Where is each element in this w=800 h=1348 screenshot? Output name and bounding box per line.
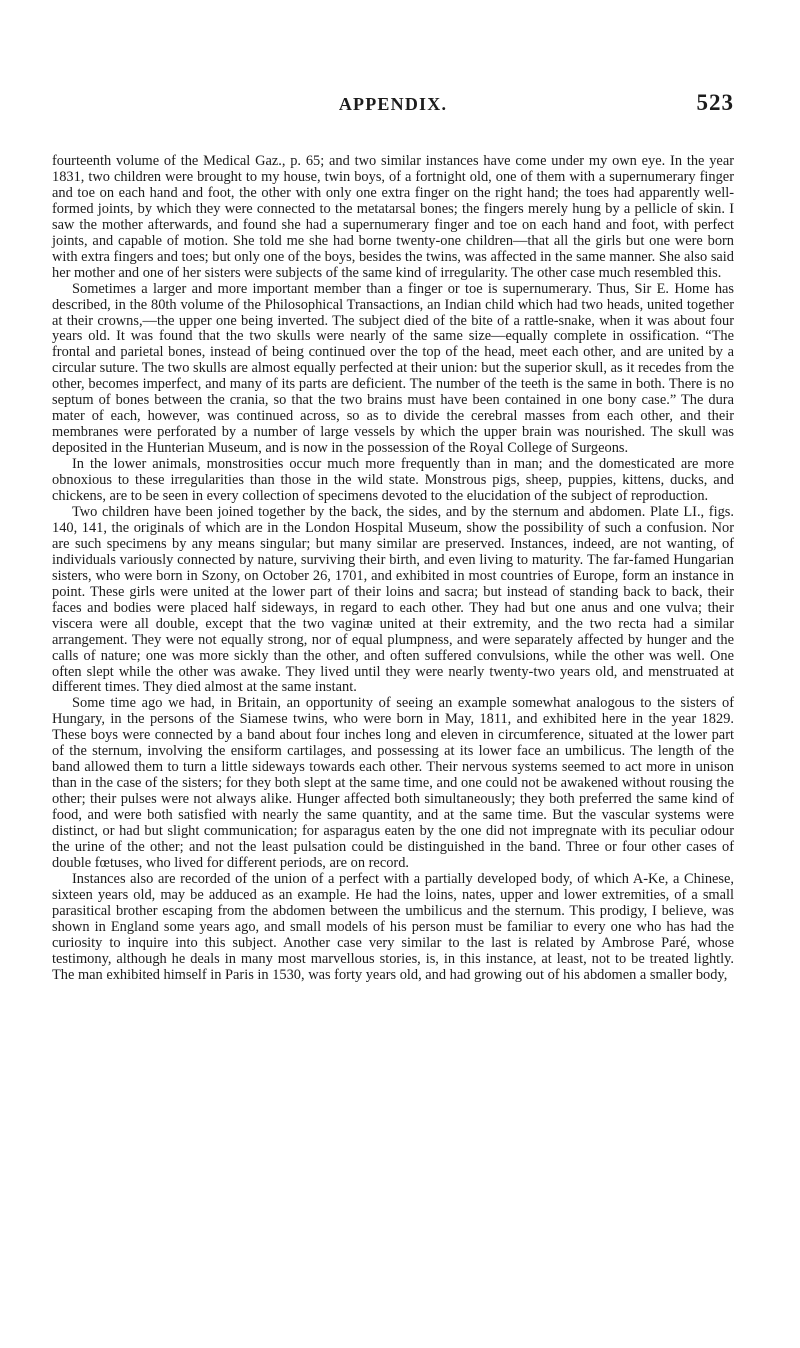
paragraph-parasitic-twin: Instances also are recorded of the union of a perfect with a partially developed body, of which A-Ke, a Chinese, sixteen years old, may be adduced as an example. He had the loins, nates, upper and lower extremities, of a small parasitical brother escaping from the abdomen between the umbilicus and the sternum. This prodigy, I believe, was shown in England some years ago, and small models of his person must be familiar to every one who has had the curiosity to inquire into this subject. Another case very similar to the last is related by Ambrose Paré, whose testimony, although he deals in many most marvellous stories, is, in this instance, at least, not to be treated lightly. The man exhibited himself in Paris in 1530, was forty years old, and had growing out of his abdomen a smaller body,	[52, 870, 734, 983]
paragraph-double-head: Sometimes a larger and more important member than a finger or toe is supernumerary. Thus, Sir E. Home has described, in the 80th volume of the Philosophical Transactions, an Indian child which had two heads, united together at their crowns,—the upper one being inverted. The subject died of the bite of a rattle-snake, when it was about four years old. It was found that the two skulls were nearly of the same size—equally complete in ossification. “The frontal and parietal bones, instead of being continued over the top of the head, meet each other, and are united by a circular suture. The two skulls are almost equally perfected at their union: but the superior skull, as it recedes from the other, becomes imperfect, and many of its parts are deficient. The number of the teeth is the same in both. There is no septum of bones between the crania, so that the two brains must have been contained in one bony case.” The dura mater of each, however, was continued across, so as to divide the cerebral masses from each other, and their membranes were perforated by a number of large vessels by which the upper brain was nourished. The skull was deposited in the Hunterian Museum, and is now in the possession of the Royal College of Surgeons.	[52, 280, 734, 457]
paragraph-lower-animals: In the lower animals, monstrosities occur much more frequently than in man; and the domesticated are more obnoxious to these irregularities than those in the wild state. Monstrous pigs, sheep, puppies, kittens, ducks, and chickens, are to be seen in every collection of specimens devoted to the elucidation of the subject of reproduction.	[52, 456, 734, 505]
paragraph-siamese-twins: Some time ago we had, in Britain, an opportunity of seeing an example somewhat analogous to the sisters of Hungary, in the persons of the Siamese twins, who were born in May, 1811, and exhibited here in the year 1829. These boys were connected by a band about four inches long and eleven in circumference, situated at the lower part of the sternum, involving the ensiform cartilages, and possessing at its lower face an umbilicus. The length of the band allowed them to turn a little sideways towards each other. Their nervous systems seemed to act more in unison than in the case of the sisters; for they both slept at the same time, and one could not be awakened without rousing the other; their pulses were not always alike. Hunger affected both simultaneously; they both preferred the same kind of food, and were both satisfied with nearly the same quantity, and at the same time. But the vascular systems were distinct, or had but slight communication; for asparagus eaten by the one did not impregnate with its peculiar odour the urine of the other; and not the least pulsation could be distinguished in the band. Three or four other cases of double fœtuses, who lived for different periods, are on record.	[52, 695, 734, 871]
paragraph-hungarian-sisters: Two children have been joined together by the back, the sides, and by the sternum and abdomen. Plate LI., figs. 140, 141, the originals of which are in the London Hospital Museum, show the possibility of such a confusion. Nor are such specimens by any means singular; but many similar are preserved. Instances, indeed, are not wanting, of individuals variously connected by nature, surviving their birth, and even living to maturity. The far-famed Hungarian sisters, who were born in Szony, on October 26, 1701, and exhibited in most countries of Europe, form an instance in point. These girls were united at the lower part of their loins and sacra; but instead of standing back to back, their faces and bodies were placed half sideways, in regard to each other. They had but one anus and one vulva; their viscera were all double, except that the two vaginæ united at their extremity, and the two recta had a similar arrangement. They were not equally strong, nor of equal plumpness, and were separately affected by hunger and the calls of nature; one was more sickly than the other, and often suffered convulsions, while the other was well. One often slept while the other was awake. They lived until they were nearly twenty-two years old, and menstruated at different times. They died almost at the same instant.	[52, 503, 734, 696]
body-text	[52, 154, 734, 984]
page-number: 523	[696, 90, 734, 115]
running-title: APPENDIX.	[338, 94, 448, 114]
running-head	[52, 90, 734, 124]
paragraph-supernumerary-digits: fourteenth volume of the Medical Gaz., p. 65; and two similar instances have come under my own eye. In the year 1831, two children were brought to my house, twin boys, of a fortnight old, one of them with a supernumerary finger and toe on each hand and foot, the other with only one extra finger on the right hand; the toes had apparently well-formed joints, by which they were connected to the metatarsal bones; the fingers merely hung by a pellicle of skin. I saw the mother afterwards, and found she had a supernumerary finger and toe on each hand and foot, with perfect joints, and capable of motion. She told me she had borne twenty-one children—that all the girls but one were born with extra fingers and toes; but only one of the boys, besides the twins, was affected in the same manner. She also said her mother and one of her sisters were subjects of the same kind of irregularity. The other case much resembled this.	[52, 153, 734, 281]
